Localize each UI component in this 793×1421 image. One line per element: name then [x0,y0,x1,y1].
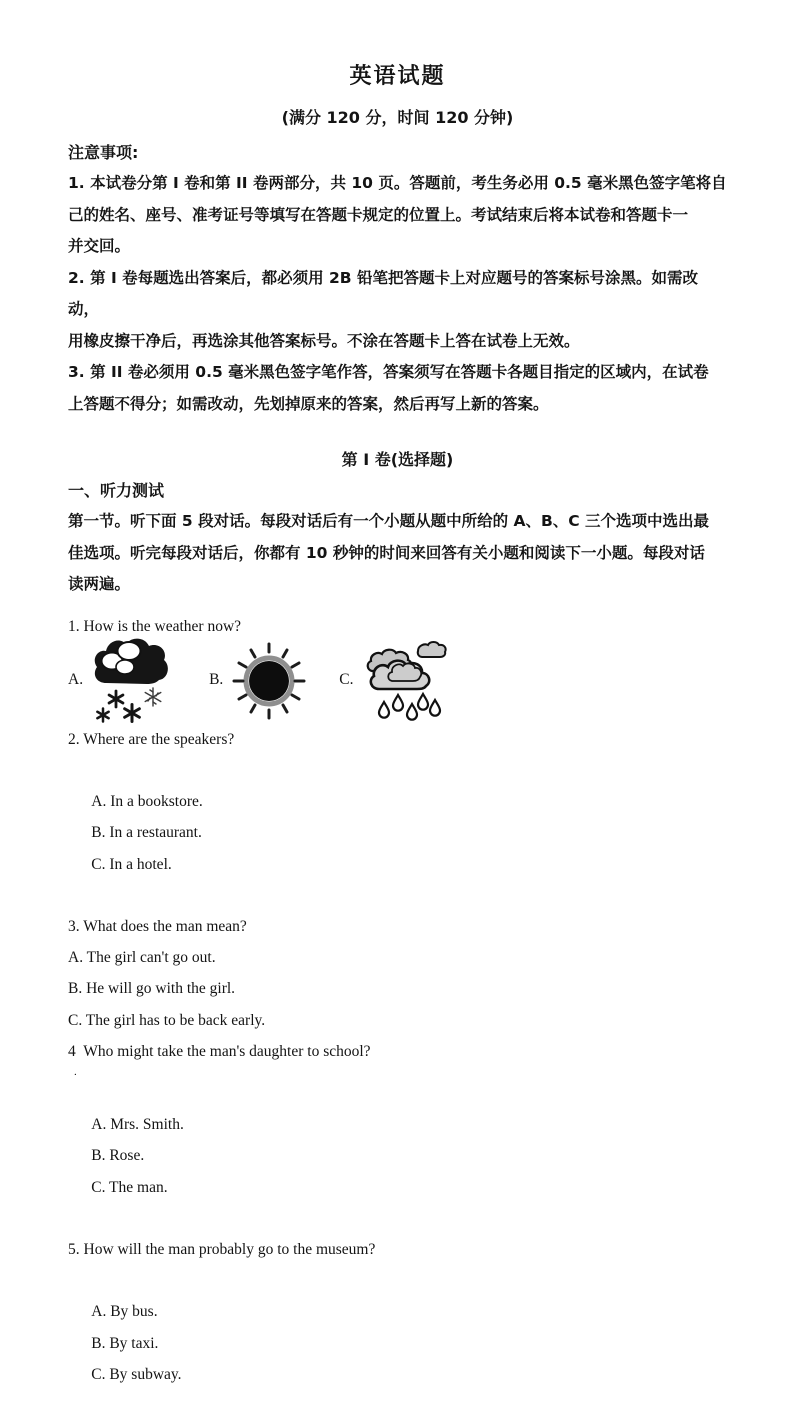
question-4-stray-mark: . [74,1065,77,1078]
page-title: 英语试题 [349,64,446,89]
question-5 [68,1234,727,1421]
question-5-options [68,1265,727,1421]
question-2-text: 2. Where are the speakers? [68,730,235,748]
option-b-label: B. [209,670,224,688]
sun-icon [231,636,307,724]
q3-option-c[interactable]: C. The girl has to be back early. [68,1011,266,1029]
q1-option-a[interactable] [68,636,171,724]
q3-option-b[interactable]: B. He will go with the girl. [68,980,236,998]
question-3-text: 3. What does the man mean? [68,917,247,935]
q1-option-c[interactable] [339,637,447,723]
instructions-line: 读两遍。 [68,575,131,593]
q3-option-a[interactable]: A. The girl can't go out. [68,949,216,967]
question-1-text: 1. How is the weather now? [68,617,242,635]
notice-line: 1. 本试卷分第 I 卷和第 II 卷两部分，共 10 页。答题前，考生务必用 0.5 毫米黑色签字笔将自 [68,174,727,192]
option-c-label: C. [339,670,354,688]
q4-option-c[interactable]: C. The man. [91,1178,168,1196]
notice-line: 用橡皮擦干净后，再选涂其他答案标号。不涂在答题卡上答在试卷上无效。 [68,331,580,350]
question-4 [68,1036,727,1234]
instructions-line: 佳选项。听完每段对话后，你都有 10 秒钟的时间来回答有关小题和阅读下一小题。每段对话 [68,543,705,562]
q4-option-a[interactable]: A. Mrs. Smith. [91,1116,184,1134]
part1-heading: 第 I 卷(选择题) [341,450,454,469]
notice-item-3 [68,357,727,420]
question-4-options [68,1078,727,1234]
question-1 [68,611,727,724]
listening-section-heading: 一、听力测试 [68,481,165,500]
question-1-options [68,636,727,724]
q1-option-b[interactable] [209,636,307,724]
q5-option-c[interactable]: C. By subway. [91,1365,182,1383]
question-2 [68,724,727,911]
notice-line: 上答题不得分；如需改动，先划掉原来的答案，然后再写上新的答案。 [68,394,549,413]
instructions-line: 第一节。听下面 5 段对话。每段对话后有一个小题从题中所给的 A、B、C 三个选项中选出最 [68,512,710,530]
question-3 [68,911,727,1036]
notice-line: 并交回。 [68,237,131,255]
notice-item-1 [68,168,727,263]
page-subtitle: (满分 120 分，时间 120 分钟) [281,108,514,127]
q2-option-a[interactable]: A. In a bookstore. [91,793,203,811]
option-a-label: A. [68,670,84,688]
q5-option-b[interactable]: B. By taxi. [91,1334,159,1352]
question-5-text: 5. How will the man probably go to the museum? [68,1240,376,1258]
notice-line: 3. 第 II 卷必须用 0.5 毫米黑色签字笔作答，答案须写在答题卡各题目指定的区域内，在试卷 [68,363,709,381]
listening-instructions [68,506,727,601]
question-4-text: 4 Who might take the man's daughter to school? [68,1042,371,1060]
q5-option-a[interactable]: A. By bus. [91,1303,158,1321]
q2-option-b[interactable]: B. In a restaurant. [91,824,202,842]
snow-cloud-icon [91,636,171,724]
q2-option-c[interactable]: C. In a hotel. [91,855,172,873]
notice-item-2 [68,263,727,358]
notice-heading: 注意事项: [68,143,139,162]
rain-cloud-icon [362,637,448,723]
question-2-options [68,755,727,911]
notice-line: 己的姓名、座号、准考证号等填写在答题卡规定的位置上。考试结束后将本试卷和答题卡一 [68,205,689,224]
notice-line: 2. 第 I 卷每题选出答案后，都必须用 2B 铅笔把答题卡上对应题号的答案标号涂黑。如需改动， [68,268,699,318]
q4-option-b[interactable]: B. Rose. [91,1147,145,1165]
